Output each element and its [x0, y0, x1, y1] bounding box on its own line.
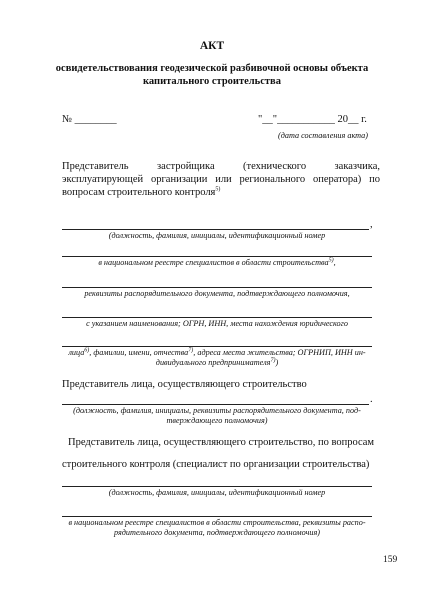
builder-rep-heading: Представитель лица, осуществляющего строительство	[62, 379, 307, 390]
developer-rep-line-5	[62, 346, 372, 347]
developer-rep-heading	[62, 160, 380, 199]
act-date-hint: (дата составления акта)	[278, 131, 368, 140]
developer-rep-line-3	[62, 287, 372, 288]
act-number-field: № ________	[62, 114, 117, 125]
developer-rep-line-4	[62, 317, 372, 318]
builder-control-rep-hint-1: (должность, фамилия, инициалы, идентификационный номер	[108, 488, 326, 497]
developer-rep-hint-3: реквизиты распорядительного документа, подтверждающего полномочия,	[84, 289, 350, 298]
developer-rep-line-1	[62, 229, 369, 230]
developer-rep-hint-2: в национальном реестре специалистов в области строительства$^{5)}$,	[98, 257, 336, 267]
builder-rep-hint-1: (должность, фамилия, инициалы, реквизиты распорядительного документа, под-	[73, 406, 361, 415]
developer-rep-hint-1: (должность, фамилия, инициалы, идентификационный номер	[108, 231, 326, 240]
document-title: АКТ	[199, 40, 225, 52]
builder-rep-hint-2: тверждающего полномочия)	[166, 416, 268, 425]
developer-rep-hint-4: с указанием наименования; ОГРН, ИНН, места нахождения юридического	[86, 319, 348, 328]
builder-control-rep-heading-1: Представитель лица, осуществляющего строительство, по вопросам	[68, 437, 375, 448]
builder-rep-dot: .	[370, 394, 373, 405]
developer-rep-hint-6: дивидуального предпринимателя$^{7)}$)	[155, 357, 279, 367]
builder-control-rep-hint-2: в национальном реестре специалистов в области строительства, реквизиты распо-	[68, 518, 366, 527]
builder-control-rep-hint-3: рядительного документа, подтверждающего полномочия)	[114, 528, 320, 537]
document-subtitle: освидетельствования геодезической разбивочной основы объекта капитального строительства	[55, 63, 369, 87]
developer-rep-line-2	[62, 256, 372, 257]
page-number: 159	[383, 555, 398, 565]
builder-control-rep-heading-2: строительного контроля (специалист по организации строительства)	[62, 459, 370, 470]
developer-rep-text: Представитель застройщика (технического заказчика, эксплуатирующей организации или регионального оператора) по вопросам строительного контроля	[62, 161, 380, 198]
builder-control-rep-line-2	[62, 516, 372, 517]
builder-rep-line	[62, 404, 369, 405]
builder-control-rep-line-1	[62, 486, 372, 487]
developer-rep-comma: ,	[370, 219, 373, 230]
act-date-field: "__"___________ 20__ г.	[258, 114, 367, 125]
developer-rep-footnote: 5)	[215, 186, 221, 193]
developer-rep-hint-5: лица$^{6)}$, фамилии, имени, отчества$^{7)}$, адреса места жительства; ОГРНИП, ИНН ин-	[68, 347, 366, 357]
